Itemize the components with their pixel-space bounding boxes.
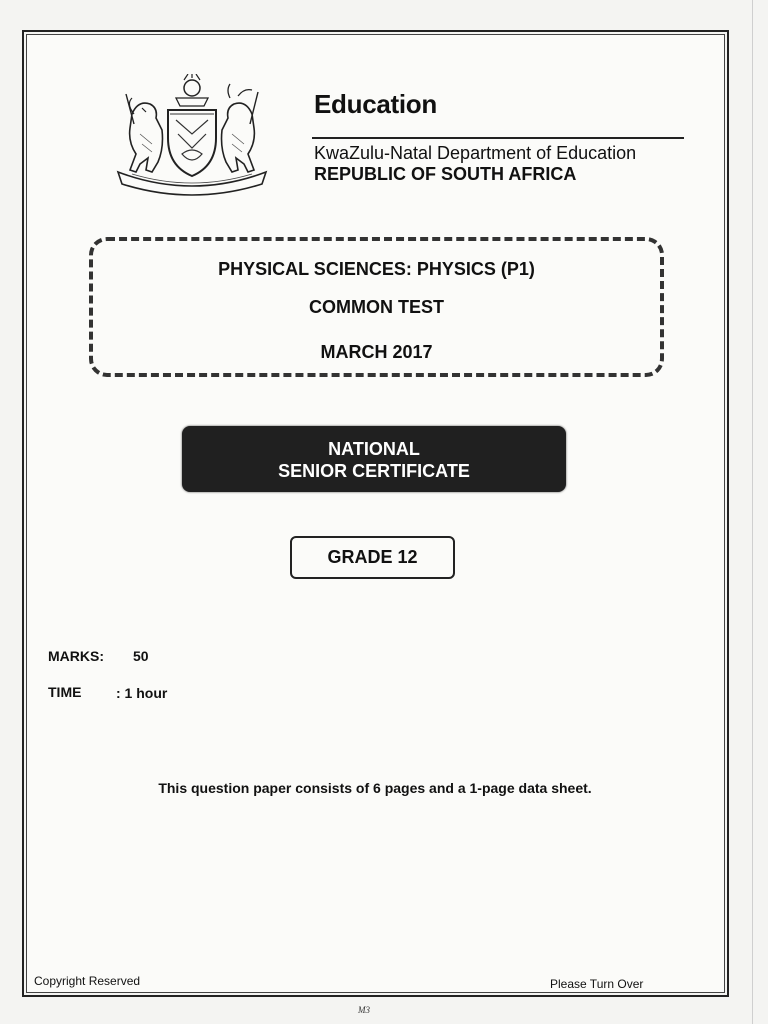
certificate-banner — [182, 426, 566, 492]
certificate-line-1: NATIONAL — [328, 439, 420, 459]
time-label: TIME — [48, 684, 82, 700]
exam-date: MARCH 2017 — [320, 342, 433, 362]
certificate-line-2: SENIOR CERTIFICATE — [278, 461, 470, 481]
time-value: : 1 hour — [116, 685, 168, 701]
exam-subject: PHYSICAL SCIENCES: PHYSICS (P1) — [218, 259, 535, 279]
marks-label: MARKS: — [48, 648, 104, 664]
republic-name: REPUBLIC OF SOUTH AFRICA — [314, 164, 577, 184]
turn-over-notice: Please Turn Over — [550, 977, 644, 991]
exam-test-type: COMMON TEST — [309, 297, 444, 317]
header-divider — [312, 137, 684, 139]
department-name: KwaZulu-Natal Department of Education — [314, 143, 637, 163]
page-edge — [752, 0, 753, 1024]
page-mark: M3 — [358, 1005, 370, 1015]
grade-label: GRADE 12 — [290, 536, 455, 579]
coat-of-arms-icon — [112, 74, 272, 196]
paper-note: This question paper consists of 6 pages and a 1-page data sheet. — [158, 780, 592, 796]
marks-value: 50 — [133, 648, 149, 664]
copyright-notice: Copyright Reserved — [34, 974, 141, 988]
education-heading: Education — [314, 89, 437, 119]
